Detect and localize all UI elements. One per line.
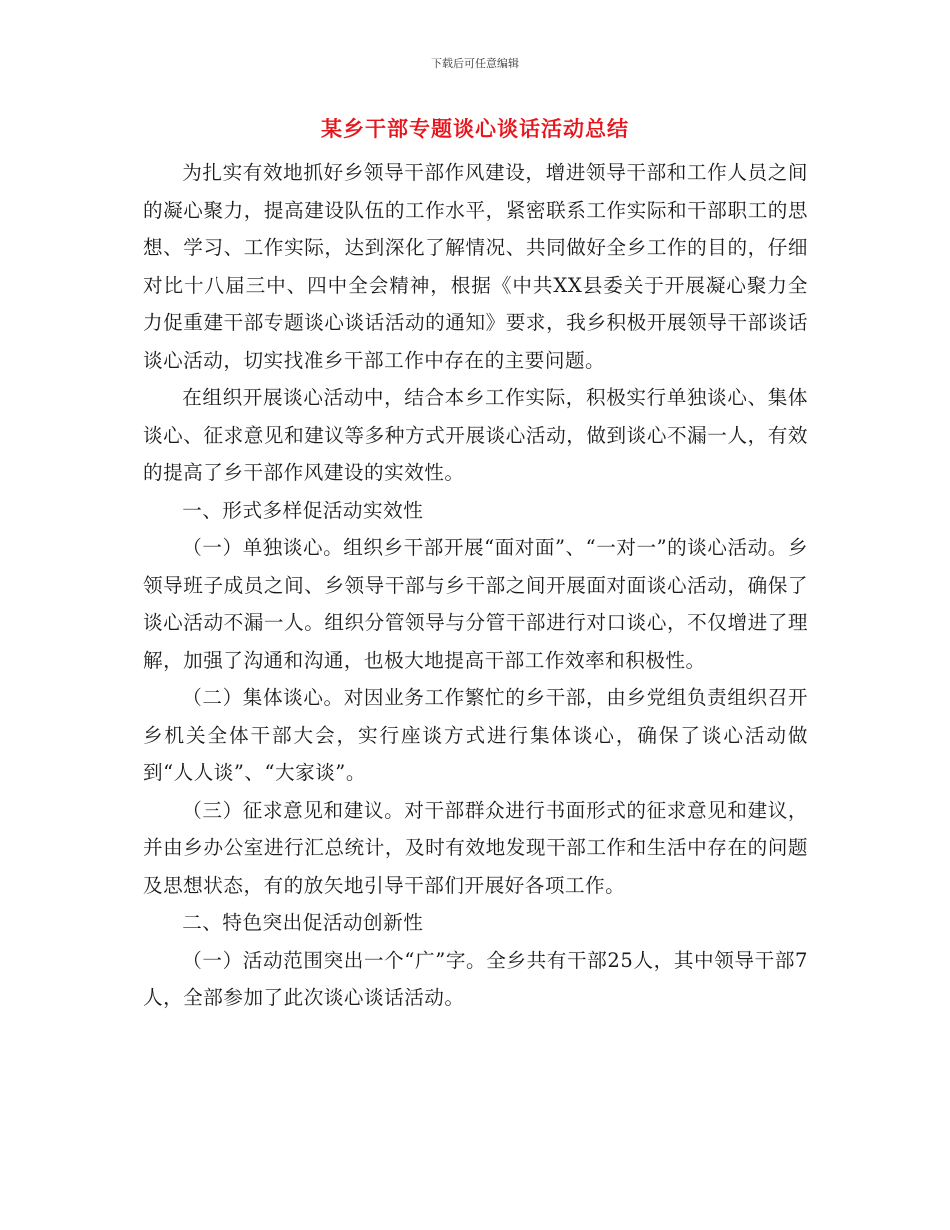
paragraph-individual-talk: （一）单独谈心。组织乡干部开展“面对面”、“一对一”的谈心活动。乡领导班子成员之间、乡领导干部与乡干部之间开展面对面谈心活动，确保了谈心活动不漏一人。组织分管领导与分管干部进行对口谈心，不仅增进了理解，加强了沟通和沟通，也极大地提高干部工作效率和积极性。 xyxy=(143,536,808,672)
section-heading-2: 二、特色突出促活动创新性 xyxy=(182,911,424,934)
section-heading-1: 一、形式多样促活动实效性 xyxy=(182,498,424,522)
document-body xyxy=(143,154,808,1017)
paragraph-opinions: （三）征求意见和建议。对干部群众进行书面形式的征求意见和建议，并由乡办公室进行汇总统计，及时有效地发现干部工作和生活中存在的问题及思想状态，有的放矢地引导干部们开展好各项工作。 xyxy=(143,798,808,897)
paragraph-group-talk: （二）集体谈心。对因业务工作繁忙的乡干部，由乡党组负责组织召开乡机关全体干部大会，实行座谈方式进行集体谈心，确保了谈心活动做到“人人谈”、“大家谈”。 xyxy=(143,686,808,784)
paragraph-scope: （一）活动范围突出一个“广”字。全乡共有干部25人，其中领导干部7人，全部参加了此次谈心谈话活动。 xyxy=(143,948,808,1009)
paragraph-intro: 为扎实有效地抓好乡领导干部作风建设，增进领导干部和工作人员之间的凝心聚力，提高建设队伍的工作水平，紧密联系工作实际和干部职工的思想、学习、工作实际，达到深化了解情况、共同做好全乡工作的目的，仔细对比十八届三中、四中全会精神，根据《中共XX县委关于开展凝心聚力全力促重建干部专题谈心谈话活动的通知》要求，我乡积极开展领导干部谈话谈心活动，切实找准乡干部工作中存在的主要问题。 xyxy=(143,161,808,372)
header-note: 下载后可任意编辑 xyxy=(431,57,519,70)
paragraph-methods: 在组织开展谈心活动中，结合本乡工作实际，积极实行单独谈心、集体谈心、征求意见和建议等多种方式开展谈心活动，做到谈心不漏一人，有效的提高了乡干部作风建设的实效性。 xyxy=(143,386,808,484)
document-title: 某乡干部专题谈心谈话活动总结 xyxy=(321,116,629,141)
